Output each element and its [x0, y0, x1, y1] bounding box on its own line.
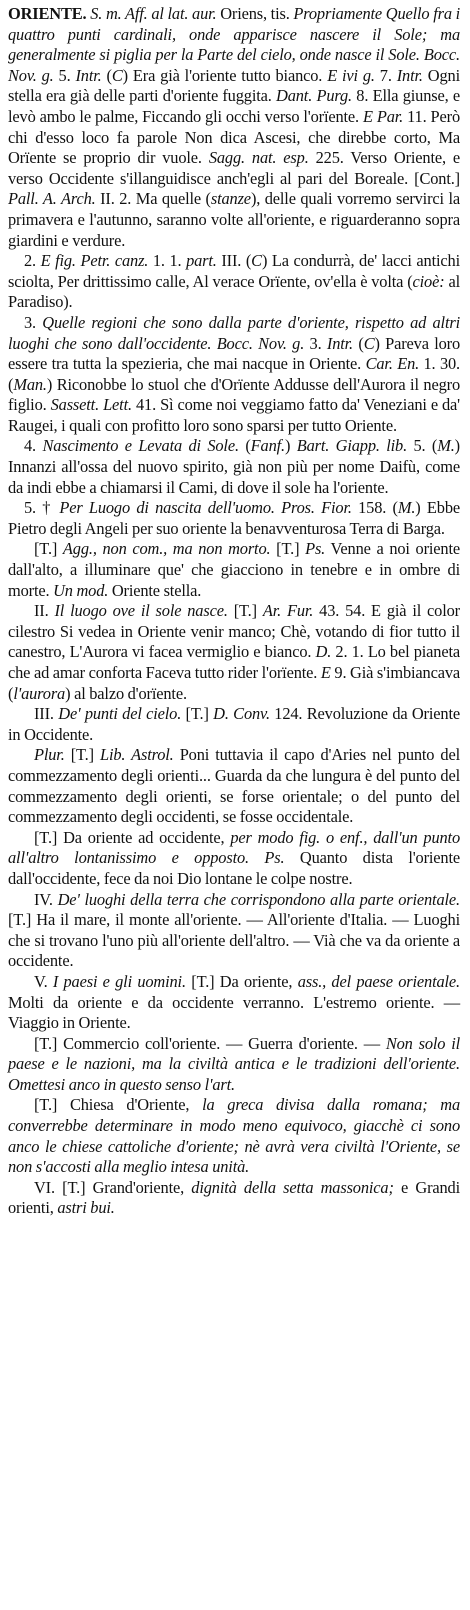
text-run: 1. 1. — [148, 251, 187, 271]
text-run: dignità della setta massonica; — [191, 1177, 394, 1197]
text-run: Molti da oriente e da occidente verranno. L'estremo oriente. — Viaggio in Oriente. — [8, 992, 460, 1033]
text-run: ) — [284, 436, 297, 456]
text-run: VI. [T.] Grand'oriente, — [34, 1177, 192, 1197]
text-run: ) Innanzi all'ossa del nuovo spirito, già non più per nome Daifù, come da indi ebbe a chiamarsi il Cami, di dove il sole ha l'oriente. — [8, 436, 460, 497]
entry-sense-II-text — [8, 601, 460, 702]
text-run: ) Riconobbe lo stuol che d'Orïente Addusse dell'Aurora il negro figlio. — [8, 374, 460, 415]
text-run: E — [320, 663, 331, 682]
text-run: De' punti del cielo. — [58, 704, 182, 724]
text-run: [T.] — [227, 601, 263, 621]
text-run: Bart. Giapp. lib. — [296, 436, 408, 456]
text-run: E ivi g. — [327, 65, 375, 85]
entry-sense-chiesa-text — [8, 1095, 460, 1176]
entry-headword: ORIENTE. — [8, 4, 87, 23]
text-run: Venne a noi oriente dall'alto, a illuminare que' che giacciono in tenebre e in ombre di morte. — [8, 539, 460, 600]
text-run: Quanto dista l'oriente dall'occidente, fece da noi Dio lontane le colpe nostre. — [8, 848, 460, 888]
text-run: [T.] — [270, 539, 306, 559]
text-run: Ar. Fur. — [262, 601, 314, 621]
text-run: 11. Però chi d'esso loco fa parole Non dica Ascesi, che direbbe corto, Ma Orïente se proprio dir vuole. — [8, 106, 460, 168]
text-run: 158. ( — [351, 498, 398, 518]
text-run: ) Era già l'oriente tutto bianco. — [122, 65, 328, 85]
text-run: Plur. — [34, 745, 65, 765]
entry-sense-V — [8, 972, 460, 1034]
entry-sense-plur — [8, 745, 460, 827]
text-run: II. 2. Ma quelle ( — [95, 189, 211, 209]
text-run: 7. — [374, 65, 397, 85]
text-run: [T.] Ha il mare, il monte all'oriente. — All'oriente d'Italia. — Luoghi che si trovano l'uno più all'oriente dell'altro. — Vià che va da oriente a occidente. — [8, 910, 460, 971]
text-run: Agg., non com., ma non morto. — [62, 539, 271, 559]
text-run: Fanf. — [250, 436, 285, 456]
text-run: 4. — [24, 436, 43, 456]
entry-sense-2 — [8, 251, 460, 313]
entry-sense-II — [8, 601, 460, 704]
text-run: Oriente stella. — [108, 580, 202, 600]
text-run: 225. Verso Oriente, e verso Occidente s'illanguidisce anch'egli al pari del Boreale. [Cont.] — [8, 148, 461, 188]
text-run: 3. — [304, 333, 327, 353]
text-run: [T.] Chiesa d'Oriente, — [34, 1095, 203, 1115]
text-run: Un mod. — [53, 580, 109, 600]
text-run: Propriamente Quello fra i quattro punti cardinali, onde apparisce nascere il Sole; ma generalmente si piglia per la Parte del cielo, onde nasce il Sole. Bocc. Nov. g. — [8, 4, 460, 85]
text-run: Per Luogo di nascita dell'uomo. Pros. Fior. — [59, 498, 352, 518]
text-run: ) La condurrà, de' lacci antichi sciolta, Per drittissimo calle, Al verace Orïente, ov'ella è volta ( — [8, 251, 460, 291]
entry-sense-IV-text — [8, 890, 460, 971]
entry-sense-commercio — [8, 1034, 460, 1096]
text-run: [T.] Commercio coll'oriente. — Guerra d'oriente. — — [34, 1033, 386, 1053]
entry-sense-5-text — [8, 498, 460, 538]
text-run: ) Ebbe Pietro degli Angeli per suo oriente la benavventurosa Terra di Barga. — [8, 498, 460, 538]
text-run: per modo fig. o enf., dall'un punto all'altro lontanissimo e opposto. Ps. — [8, 827, 460, 868]
entry-sense-3 — [8, 313, 460, 437]
entry-sense-commercio-text — [8, 1034, 460, 1094]
text-run: part. — [186, 251, 217, 271]
text-run: Intr. — [326, 333, 354, 353]
text-run: Car. En. — [365, 354, 420, 374]
entry-sense-agg-text — [8, 539, 460, 599]
text-run: Poni tuttavia il capo d'Aries nel punto del commezzamento degli orienti... Guarda da che lungura è del punto del commezzamento degli orienti, se forse orientale; o del punto del commezzamento degli occidenti, se fosse occidentale. — [8, 745, 460, 827]
text-run: ( — [238, 436, 251, 456]
entry-sense-IV — [8, 890, 460, 972]
entry-sense-III-text — [8, 704, 460, 744]
text-run: e Grandi orienti, — [8, 1177, 460, 1218]
text-run: 8. Ella giunse, e levò ambo le palme, Ficcando gli occhi verso l'orïente. — [8, 86, 460, 126]
text-run: 5. ( — [407, 436, 438, 456]
text-run: 9. Già s'imbiancava ( — [8, 663, 460, 703]
text-run: I paesi e gli uomini. — [52, 971, 186, 991]
text-run: C — [251, 251, 262, 271]
entry-sense-VI — [8, 1178, 460, 1219]
entry-sense-da-oriente-text — [8, 828, 460, 888]
text-run: Dant. Purg. — [276, 86, 352, 106]
text-run: al Paradiso). — [8, 271, 460, 312]
text-run: Sassett. Lett. — [50, 395, 132, 415]
text-run: 5. — [53, 65, 76, 85]
text-run: 124. Revoluzione da Oriente in Occidente. — [8, 704, 460, 744]
text-run: D. — [315, 642, 332, 662]
text-run: ), delle quali vorremo servirci la primavera e l'autunno, saranno volte all'oriente, e riguarderanno sopra giardini e verdure. — [8, 189, 460, 250]
text-run: 2. 1. Lo bel pianeta che ad amar conforta Faceva tutto rider l'orïente. — [8, 642, 460, 682]
entry-sense-III — [8, 704, 460, 745]
text-run: 1. 30. ( — [8, 354, 460, 394]
text-run: [T.] — [181, 704, 214, 724]
text-run: [T.] — [64, 745, 100, 765]
text-run: Intr. — [396, 65, 423, 85]
text-run: 43. 54. E già il color cilestro Si vedea in Oriente venir manco; Chè, votando di fior tutto il canestro, L'Aurora vi facea vermiglio e bianco. — [8, 601, 460, 662]
text-run: Man. — [13, 374, 47, 394]
text-run: Sagg. nat. esp. — [208, 148, 309, 168]
text-run: Quelle regioni che sono dalla parte d'oriente, rispetto ad altri luoghi che sono dall'occidente. Bocc. Nov. g. — [8, 312, 460, 353]
text-run: [T.] — [34, 539, 63, 559]
text-run: astri bui. — [57, 1198, 115, 1218]
text-run: l'aurora — [13, 683, 66, 703]
text-run: [T.] Da oriente ad occidente, — [34, 827, 231, 847]
text-run: 41. Sì come noi veggiamo fatto da' Veneziani e da' Raugei, i quali con profitto loro sono sparsi per tutto Oriente. — [8, 395, 460, 435]
text-run: ( — [101, 65, 112, 85]
text-run: II. — [34, 601, 55, 621]
text-run: C — [363, 333, 375, 353]
entry-sense-plur-text — [8, 745, 460, 826]
text-run: M. — [437, 436, 455, 456]
entry-sense-chiesa — [8, 1095, 460, 1177]
text-run: D. Conv. — [213, 704, 270, 724]
text-run: Ogni stella era già delle parti d'oriente fuggita. — [8, 65, 460, 106]
text-run: ass., del paese orientale. — [297, 971, 461, 991]
text-run: IV. — [34, 889, 58, 909]
entry-sense-5 — [8, 498, 460, 539]
text-run: Lib. Astrol. — [100, 745, 174, 765]
text-run: cioè: — [412, 271, 445, 291]
text-run: III. — [34, 704, 59, 724]
entry-sense-main — [8, 4, 460, 251]
text-run: [T.] Da oriente, — [185, 971, 298, 991]
entry-sense-4 — [8, 436, 460, 498]
entry-grammar: S. m. Aff. — [90, 4, 148, 23]
text-run: E Par. — [363, 106, 404, 126]
text-run: Oriens, tis. — [216, 4, 294, 23]
entry-sense-4-text — [8, 436, 460, 496]
entry-sense-3-text — [8, 313, 460, 435]
text-run: V. — [34, 971, 53, 991]
text-run: ( — [353, 333, 364, 353]
text-run: 2. — [24, 251, 41, 271]
text-run: M. — [397, 498, 416, 518]
text-run: Nascimento e Levata di Sole. — [42, 436, 239, 456]
entry-sense-agg — [8, 539, 460, 601]
text-run: stanze — [210, 189, 251, 209]
text-run: al lat. aur. — [151, 4, 217, 23]
entry-sense-V-text — [8, 972, 460, 1032]
text-run: 3. — [24, 312, 43, 332]
text-run: Ps. — [305, 539, 326, 559]
text-run: 5. † — [24, 498, 60, 518]
text-run: Non solo il paese e le nazioni, ma la civiltà antica e le tradizioni dell'oriente. Omettesi anco in questo senso l'art. — [8, 1033, 461, 1094]
text-run: Intr. — [75, 65, 102, 85]
entry-sense-da-oriente — [8, 828, 460, 890]
text-run: E fig. Petr. canz. — [40, 251, 149, 271]
text-run: De' luoghi della terra che corrispondono alla parte orientale. — [57, 889, 460, 909]
entry-sense-main-text — [8, 4, 460, 250]
text-run: Pall. A. Arch. — [8, 189, 96, 209]
entry-sense-VI-text — [8, 1178, 460, 1218]
text-run: ) al balzo d'orïente. — [65, 683, 187, 703]
text-run: III. ( — [216, 251, 252, 271]
text-run: ) Pareva loro essere tra tutta la spezieria, che mai nacque in Oriente. — [8, 333, 460, 374]
text-run: la greca divisa dalla romana; ma converrebbe determinare in modo meno equivoco, giacchè ci sono anco le chiese cattoliche d'oriente; nè avrà vera civiltà l'Oriente, se non s'accosti alla meglio intesa unità. — [8, 1095, 461, 1177]
entry-sense-2-text — [8, 251, 460, 311]
text-run: C — [111, 65, 123, 85]
text-run: Il luogo ove il sole nasce. — [54, 601, 228, 621]
